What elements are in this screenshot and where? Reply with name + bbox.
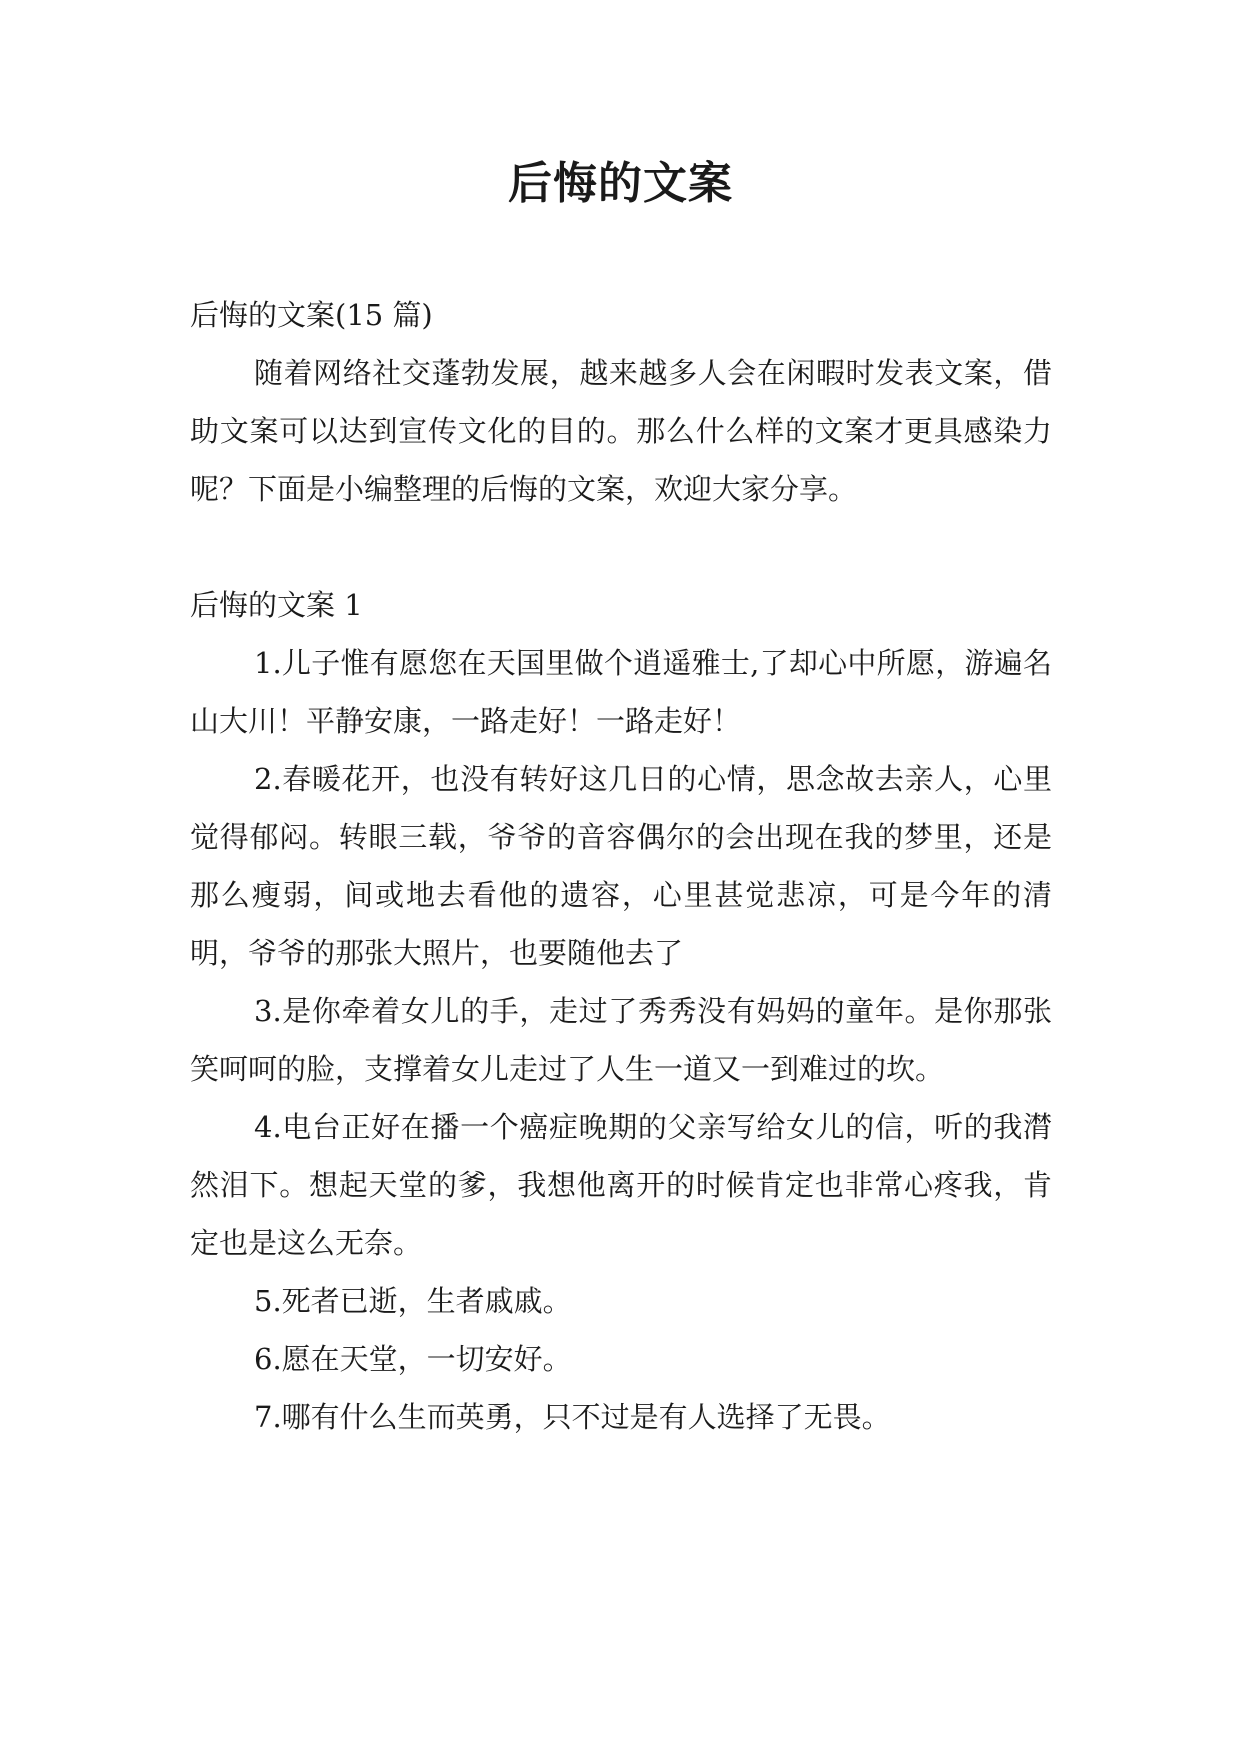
document-body xyxy=(190,286,1052,1446)
list-item: 4.电台正好在播一个癌症晚期的父亲写给女儿的信，听的我潸然泪下。想起天堂的爹，我想他离开的时候肯定也非常心疼我，肯定也是这么无奈。 xyxy=(190,1110,1052,1260)
list-item: 6.愿在天堂，一切安好。 xyxy=(254,1342,572,1376)
document-subtitle: 后悔的文案(15 篇) xyxy=(190,298,433,332)
list-item: 2.春暖花开，也没有转好这几日的心情，思念故去亲人，心里觉得郁闷。转眼三载，爷爷的音容偶尔的会出现在我的梦里，还是那么瘦弱，间或地去看他的遗容，心里甚觉悲凉，可是今年的清明，爷爷的那张大照片，也要随他去了 xyxy=(190,762,1052,970)
list-item: 3.是你牵着女儿的手，走过了秀秀没有妈妈的童年。是你那张笑呵呵的脸，支撑着女儿走过了人生一道又一到难过的坎。 xyxy=(190,994,1052,1086)
intro-paragraph: 随着网络社交蓬勃发展，越来越多人会在闲暇时发表文案，借助文案可以达到宣传文化的目的。那么什么样的文案才更具感染力呢？下面是小编整理的后悔的文案，欢迎大家分享。 xyxy=(190,356,1052,506)
document-title: 后悔的文案 xyxy=(508,158,733,209)
list-item: 1.儿子惟有愿您在天国里做个逍遥雅士,了却心中所愿，游遍名山大川！平静安康，一路走好！一路走好！ xyxy=(190,646,1052,738)
list-item: 5.死者已逝，生者戚戚。 xyxy=(254,1284,572,1318)
section-heading: 后悔的文案 1 xyxy=(190,588,363,622)
list-item: 7.哪有什么生而英勇，只不过是有人选择了无畏。 xyxy=(254,1400,891,1434)
